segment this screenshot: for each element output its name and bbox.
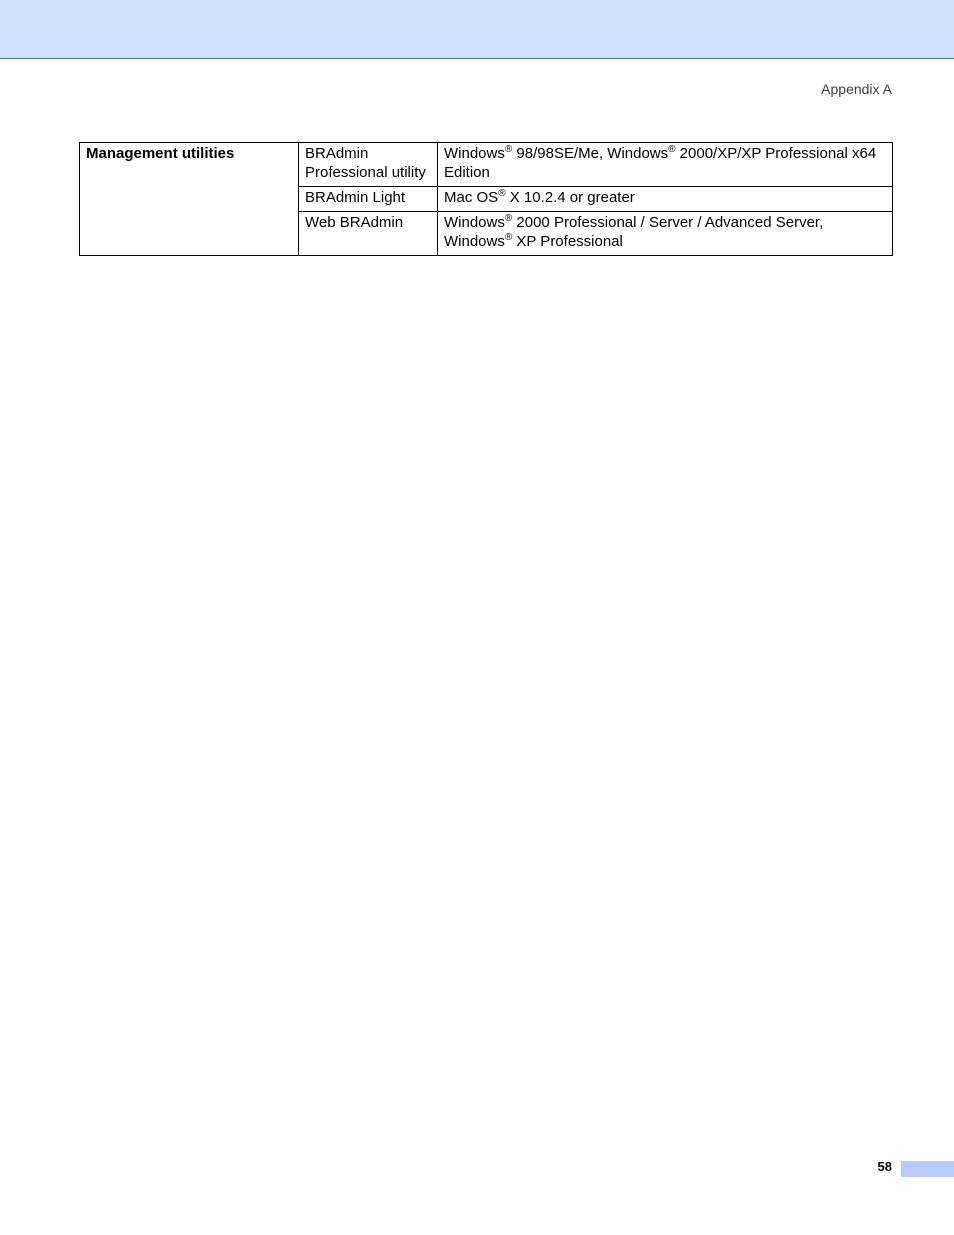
registered-mark: ® bbox=[504, 213, 513, 224]
utility-name-cell: BRAdmin Light bbox=[299, 187, 438, 212]
os-text: Windows bbox=[444, 145, 505, 162]
supported-os-cell bbox=[438, 212, 893, 256]
os-text: X 10.2.4 or greater bbox=[505, 189, 635, 206]
os-text: 2000/XP/XP Professional x64 Edition bbox=[444, 145, 877, 181]
supported-os-cell bbox=[438, 143, 893, 187]
utility-name-cell: BRAdmin Professional utility bbox=[299, 143, 438, 187]
table-body bbox=[80, 143, 893, 256]
page-number: 58 bbox=[877, 1159, 892, 1174]
os-line bbox=[444, 232, 886, 251]
os-line bbox=[444, 213, 886, 232]
os-text: Windows bbox=[444, 214, 505, 231]
os-text: XP Professional bbox=[512, 233, 623, 250]
management-utilities-table bbox=[79, 142, 893, 256]
page-tab bbox=[901, 1161, 954, 1177]
registered-mark: ® bbox=[504, 232, 513, 243]
running-header: Appendix A bbox=[821, 81, 892, 97]
os-text: 2000 Professional / Server / Advanced Server, bbox=[512, 214, 824, 231]
utility-name-cell: Web BRAdmin bbox=[299, 212, 438, 256]
os-text: 98/98SE/Me, Windows bbox=[512, 145, 669, 162]
os-line bbox=[444, 188, 886, 207]
os-text: Mac OS bbox=[444, 189, 499, 206]
registered-mark: ® bbox=[498, 188, 506, 199]
os-line bbox=[444, 144, 886, 182]
registered-mark: ® bbox=[504, 144, 513, 155]
os-text: Windows bbox=[444, 233, 505, 250]
registered-mark: ® bbox=[668, 144, 676, 155]
table-row bbox=[80, 143, 893, 187]
header-band bbox=[0, 0, 954, 59]
category-cell: Management utilities bbox=[80, 143, 299, 256]
supported-os-cell bbox=[438, 187, 893, 212]
